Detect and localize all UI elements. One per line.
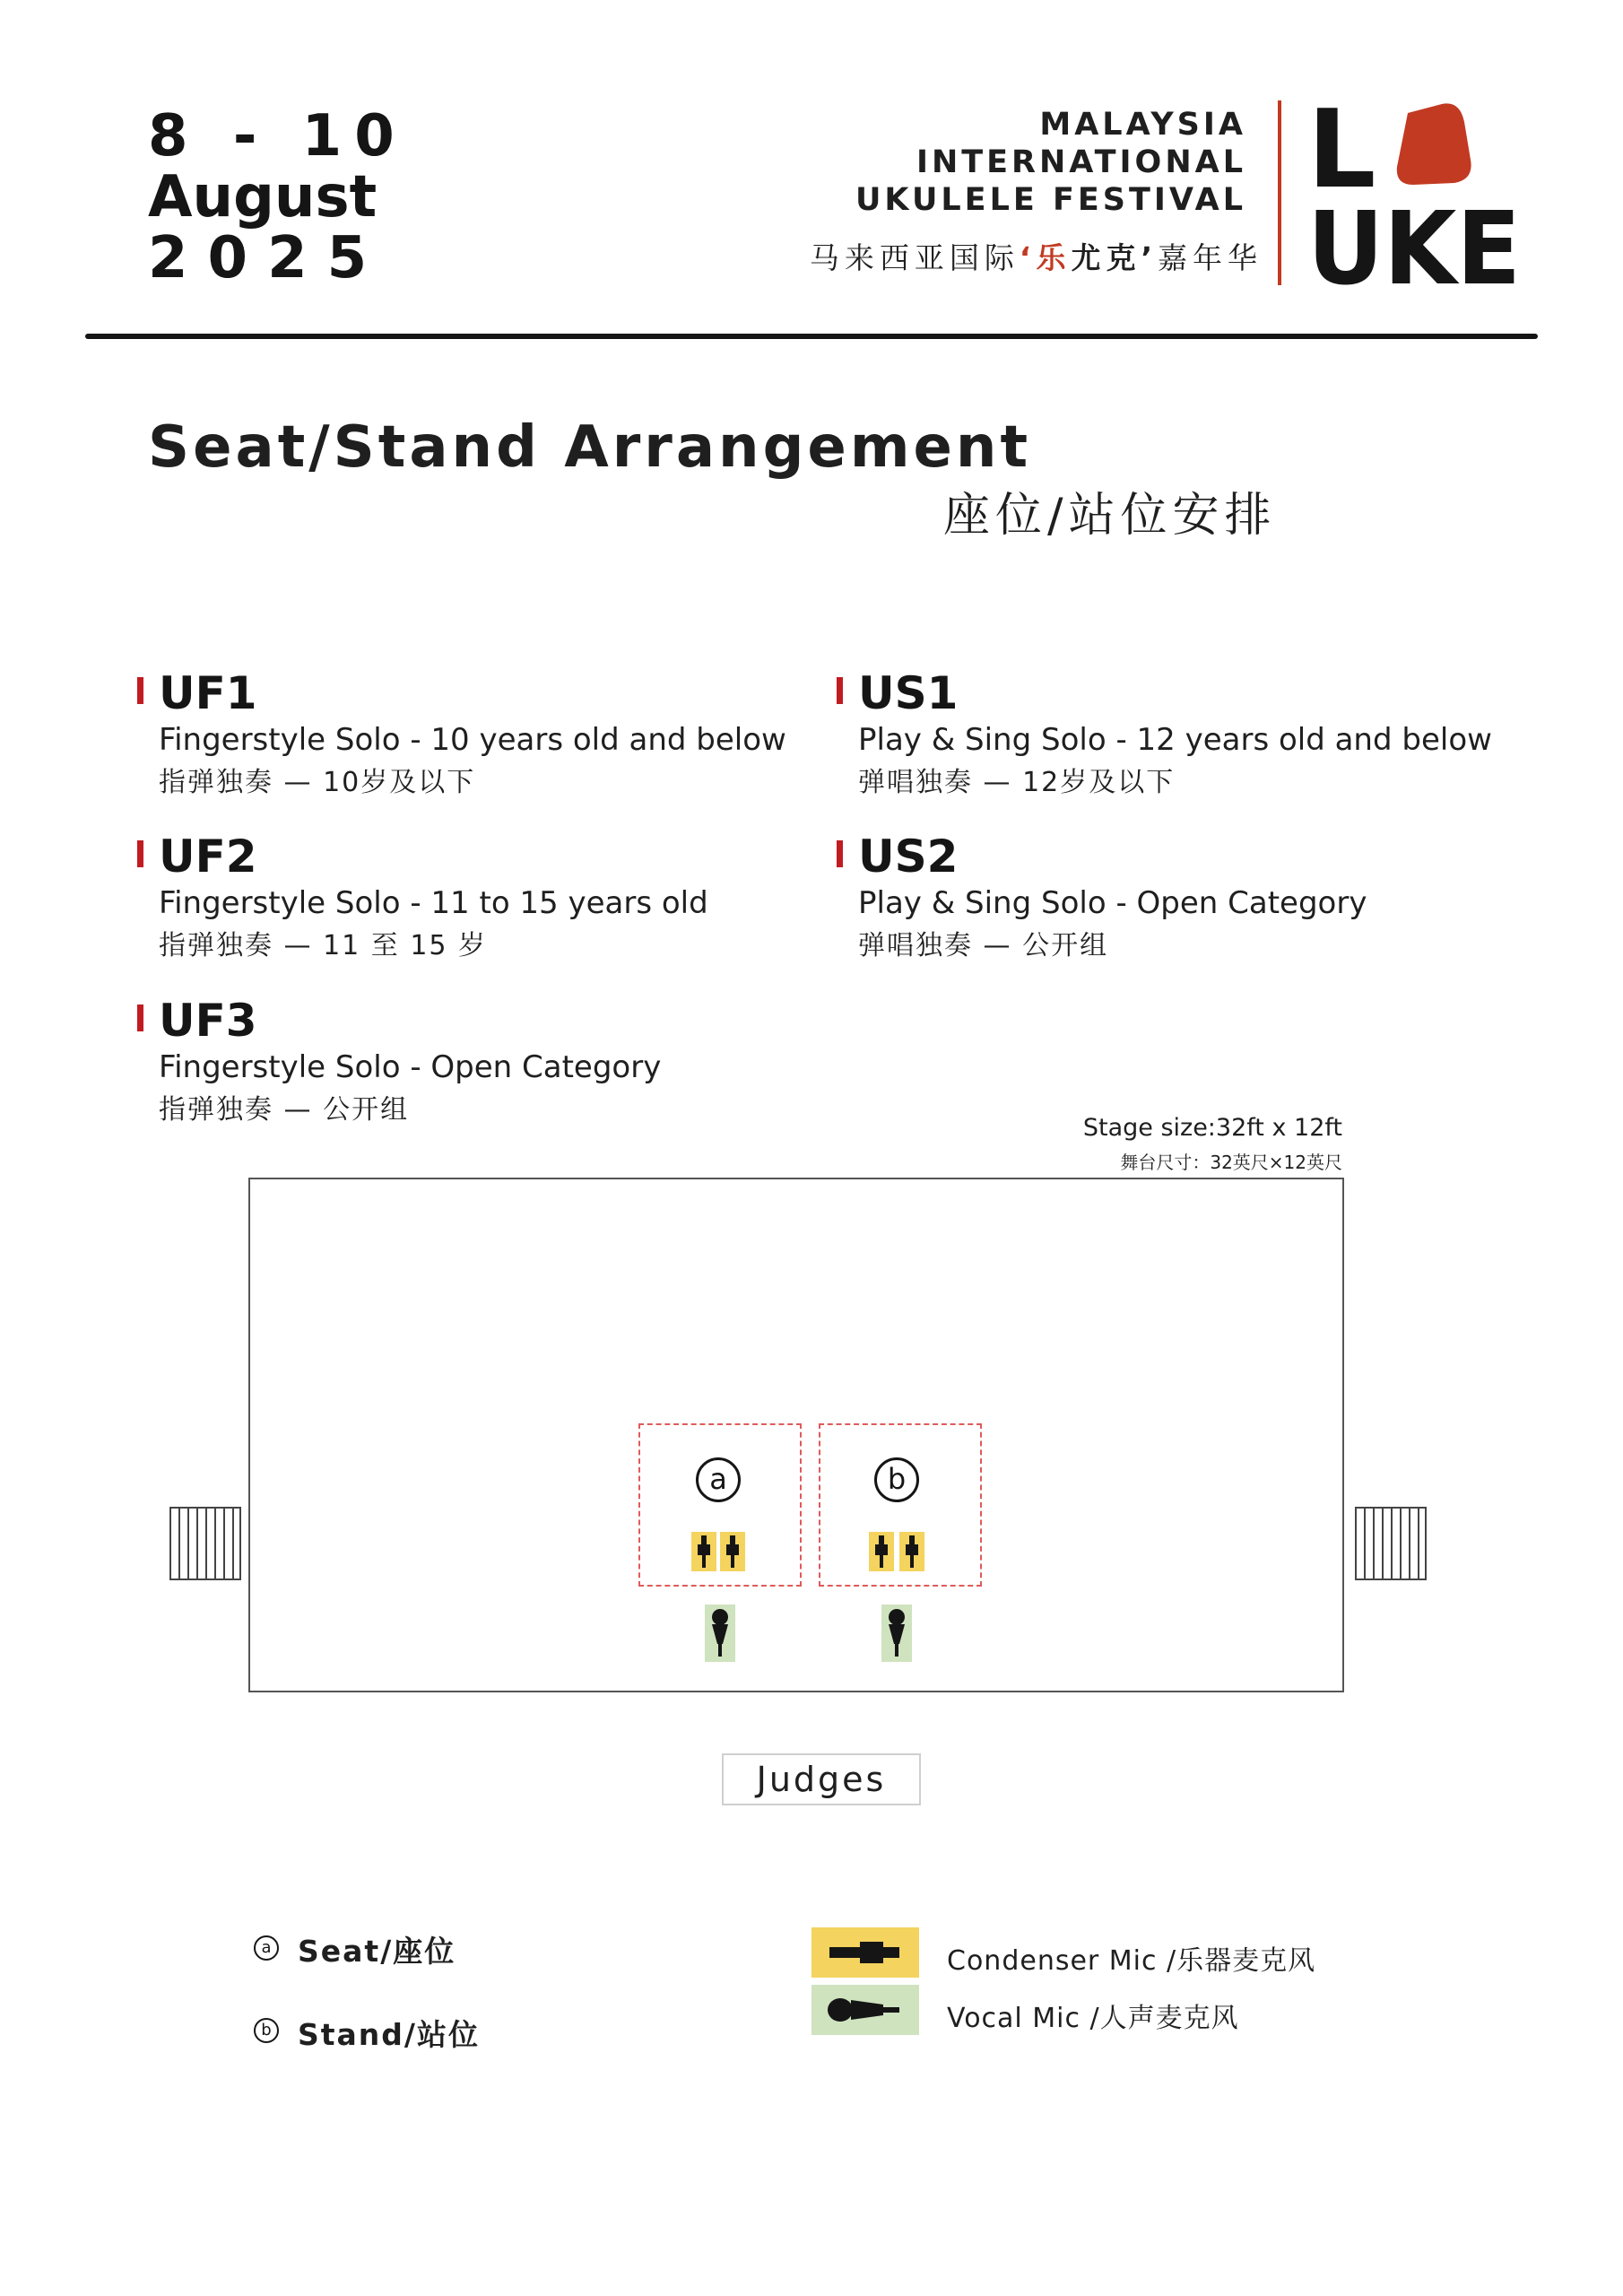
date-days: 8 - 10 <box>148 103 407 170</box>
festival-cn-highlight: ‘乐 <box>1019 240 1072 275</box>
event-date <box>148 103 407 291</box>
header-rule <box>85 334 1538 339</box>
category-description-cn: 指弹独奏 — 11 至 15 岁 <box>159 930 488 961</box>
festival-cn-mid: 尤克’ <box>1071 240 1158 275</box>
legend-condenser-mic-icon <box>812 1927 919 1978</box>
judges-label: Judges <box>722 1753 921 1805</box>
category-description-cn: 指弹独奏 — 10岁及以下 <box>159 767 476 798</box>
condenser-mic-icon <box>869 1532 894 1571</box>
festival-name <box>855 106 1246 219</box>
category-description: Play & Sing Solo - Open Category <box>858 885 1367 921</box>
category-marker <box>137 1004 143 1031</box>
festival-cn-post: 嘉年华 <box>1158 240 1263 275</box>
festival-cn-pre: 马来西亚国际 <box>809 240 1020 275</box>
stage-steps-left <box>169 1507 241 1580</box>
category-marker <box>137 840 143 867</box>
legend-seat-label: Seat/座位 <box>298 1934 456 1969</box>
legend-vocal-mic-label: Vocal Mic /人声麦克风 <box>947 2003 1239 2034</box>
logo-word-uke: UKE <box>1307 191 1521 290</box>
logo-letter-l: L <box>1307 97 1376 213</box>
stand-position-b: b <box>874 1457 919 1502</box>
condenser-mic-icon <box>691 1532 716 1571</box>
vocal-mic-icon <box>705 1605 735 1662</box>
date-month: August <box>148 164 378 230</box>
date-year: 2025 <box>148 225 387 291</box>
legend-stand-label: Stand/站位 <box>298 2017 480 2052</box>
header-divider <box>1278 100 1281 285</box>
festival-name-cn <box>810 235 1263 277</box>
legend-vocal-mic-icon <box>812 1985 919 2035</box>
condenser-mic-icon <box>899 1532 924 1571</box>
stage-steps-right <box>1355 1507 1427 1580</box>
condenser-mic-icon <box>720 1532 745 1571</box>
category-marker <box>837 840 843 867</box>
category-code: US1 <box>858 667 959 719</box>
category-description-cn: 弹唱独奏 — 12岁及以下 <box>858 767 1176 798</box>
category-description-cn: 指弹独奏 — 公开组 <box>159 1094 410 1126</box>
legend-stand-symbol: b <box>254 2018 279 2043</box>
category-code: US2 <box>858 831 959 883</box>
page-title-cn: 座位/站位安排 <box>943 489 1277 543</box>
stage-size-label-cn: 舞台尺寸：32英尺×12英尺 <box>1120 1152 1342 1173</box>
category-marker <box>837 677 843 704</box>
stage-size-label: Stage size:32ft x 12ft <box>1082 1114 1342 1142</box>
seat-position-a: a <box>696 1457 741 1502</box>
category-description: Fingerstyle Solo - 10 years old and below <box>159 722 786 758</box>
festival-name-line1: MALAYSIA <box>1039 107 1246 143</box>
category-description: Fingerstyle Solo - Open Category <box>159 1049 662 1085</box>
category-description: Fingerstyle Solo - 11 to 15 years old <box>159 885 708 921</box>
category-code: UF2 <box>159 831 257 883</box>
category-marker <box>137 677 143 704</box>
luke-logo <box>1307 97 1523 290</box>
legend-seat-symbol: a <box>254 1935 279 1961</box>
logo-red-shape <box>1397 103 1471 185</box>
category-description-cn: 弹唱独奏 — 公开组 <box>858 930 1109 961</box>
festival-name-line3: UKULELE FESTIVAL <box>855 182 1246 218</box>
festival-name-line2: INTERNATIONAL <box>916 144 1246 180</box>
category-description: Play & Sing Solo - 12 years old and below <box>858 722 1492 758</box>
category-code: UF1 <box>159 667 257 719</box>
category-code: UF3 <box>159 995 257 1047</box>
page-title: Seat/Stand Arrangement <box>148 414 1032 481</box>
vocal-mic-icon <box>881 1605 912 1662</box>
legend-condenser-mic-label: Condenser Mic /乐器麦克风 <box>947 1945 1316 1977</box>
